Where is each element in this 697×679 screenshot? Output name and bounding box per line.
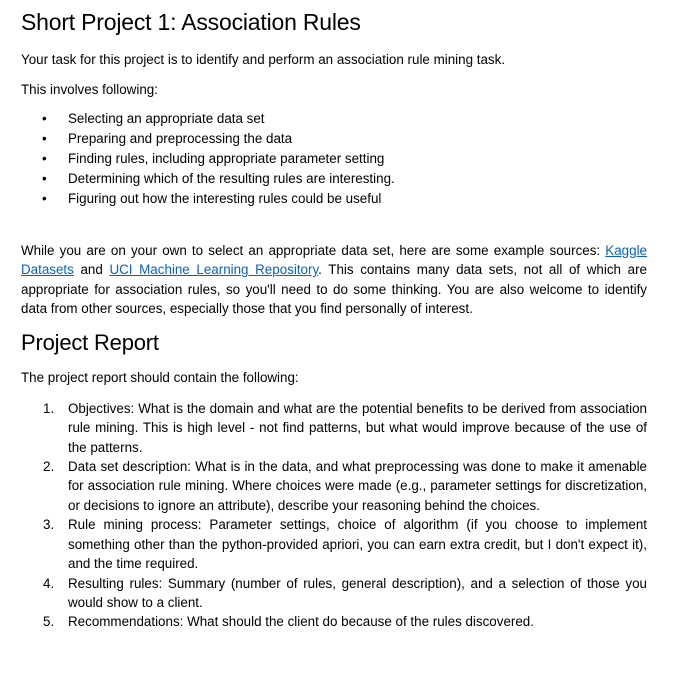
report-intro-paragraph: The project report should contain the following: [21,370,299,386]
list-item [21,612,647,631]
spacer [21,209,647,241]
list-item-text: Objectives: What is the domain and what are the potential benefits to be derived from association rule mining. This is high level - not find patterns, but what would improve because of the use of the patterns. [68,400,647,455]
list-item-text: Data set description: What is in the data, and what preprocessing was done to make it amenable for association rule mining. Where choices were made (e.g., parameter settings for discretization, or decisions to ignore an attribute), describe your reasoning behind the choices. [68,459,647,513]
sources-text-before: While you are on your own to select an appropriate data set, here are some example sources: [21,242,606,258]
bullet-icon: • [42,190,47,206]
kaggle-datasets-link[interactable]: Kaggle Datasets [21,242,647,278]
task-paragraph: Your task for this project is to identify and perform an association rule mining task. [21,52,506,67]
uci-repository-link[interactable]: UCI Machine Learning Repository [109,262,319,278]
list-item [21,515,647,573]
bullet-icon: • [42,170,47,186]
list-item-text: Finding rules, including appropriate parameter setting [68,150,385,166]
bullet-icon: • [42,130,47,146]
list-item-number: 3. [43,517,55,533]
sources-paragraph [21,241,647,319]
list-item-text: Rule mining process: Parameter settings, choice of algorithm (if you choose to implement something other than the python-provided apriori, you can earn extra credit, but I don't expect it), and the time required. [68,517,647,572]
list-item [21,399,647,457]
involves-paragraph: This involves following: [21,82,158,98]
list-item [21,189,647,209]
list-item [21,109,647,129]
list-item-number: 4. [43,575,55,591]
bullet-icon: • [42,150,47,166]
list-item-text: Resulting rules: Summary (number of rules, general description), and a selection of those you would show to a client. [68,575,647,610]
list-item [21,129,647,149]
list-item-number: 1. [43,400,55,416]
list-item-text: Selecting an appropriate data set [68,110,265,126]
list-item-text: Recommendations: What should the client do because of the rules discovered. [68,614,534,630]
list-item-number: 2. [43,459,55,475]
page-title: Short Project 1: Association Rules [21,9,361,35]
sources-text-after: . This contains many data sets, not all of which are appropriate for association rules, so you'll need to do some thinking. You are also welcome to identify data from other sources, especially those that you find personally of interest. [21,262,647,317]
list-item [21,169,647,189]
list-item-number: 5. [43,614,55,630]
list-item-text: Preparing and preprocessing the data [68,130,293,146]
list-item [21,574,647,613]
list-item-text: Figuring out how the interesting rules could be useful [68,190,382,206]
section-heading-project-report: Project Report [21,330,159,356]
steps-list [21,109,647,209]
sources-text-between: and [73,262,110,278]
list-item [21,457,647,515]
list-item [21,149,647,169]
bullet-icon: • [42,110,47,126]
list-item-text: Determining which of the resulting rules are interesting. [68,170,395,186]
report-items-list [21,399,647,632]
